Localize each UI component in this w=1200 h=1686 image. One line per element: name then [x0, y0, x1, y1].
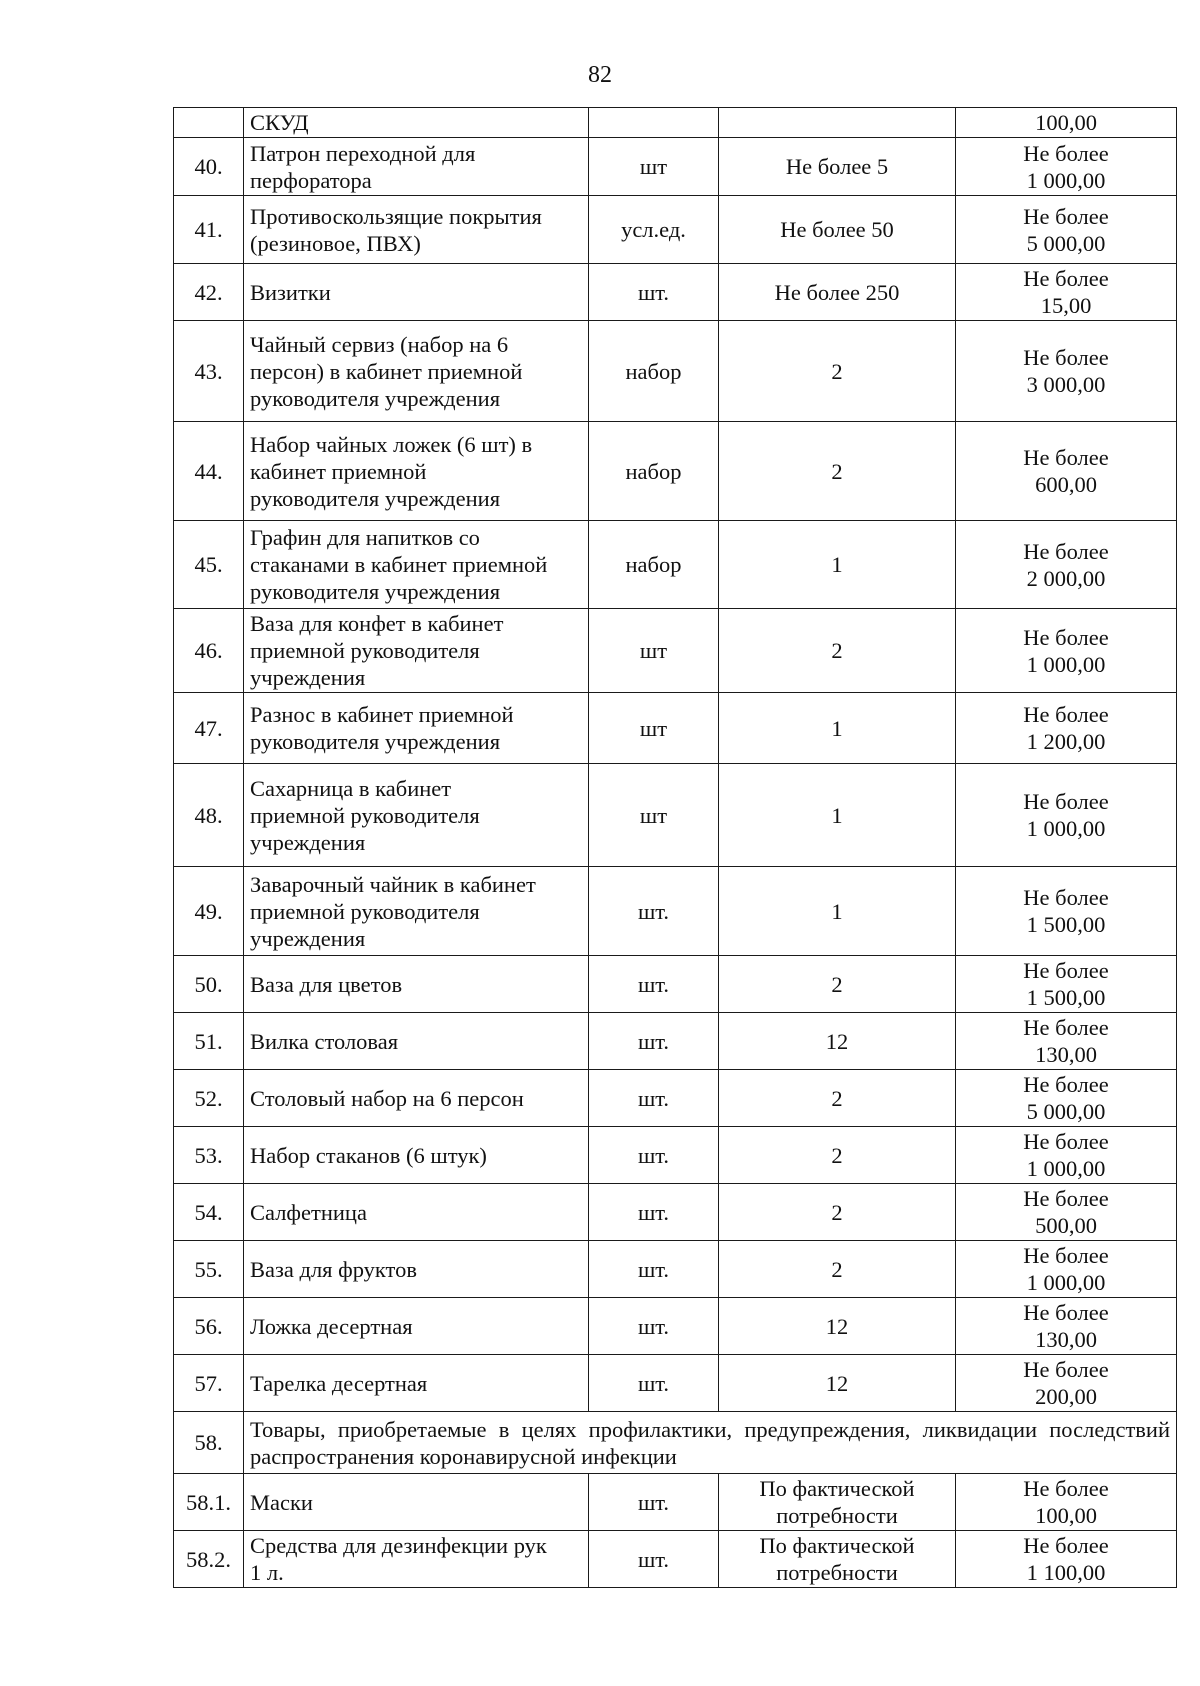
table-row — [174, 609, 1177, 693]
item-unit: шт. — [589, 1355, 719, 1412]
item-unit: набор — [589, 521, 719, 609]
item-name: Ложка десертная — [244, 1298, 589, 1355]
item-name: Графин для напитков со стаканами в кабинет приемной руководителя учреждения — [244, 521, 589, 609]
item-quantity: 1 — [719, 764, 956, 867]
page-number: 82 — [588, 62, 612, 88]
item-quantity — [719, 108, 956, 138]
row-number: 47. — [174, 693, 244, 764]
table-row — [174, 1127, 1177, 1184]
row-number: 57. — [174, 1355, 244, 1412]
row-number: 58.2. — [174, 1531, 244, 1588]
table-row — [174, 693, 1177, 764]
row-number: 55. — [174, 1241, 244, 1298]
row-number: 43. — [174, 321, 244, 422]
item-quantity: 2 — [719, 1070, 956, 1127]
item-price: Не более 1 000,00 — [956, 1127, 1177, 1184]
item-unit: шт — [589, 693, 719, 764]
table-row — [174, 1474, 1177, 1531]
table-row — [174, 1531, 1177, 1588]
item-name: Набор стаканов (6 штук) — [244, 1127, 589, 1184]
item-quantity: Не более 50 — [719, 196, 956, 264]
item-price: Не более 1 100,00 — [956, 1531, 1177, 1588]
item-name: СКУД — [244, 108, 589, 138]
item-unit: шт. — [589, 1531, 719, 1588]
table-row — [174, 764, 1177, 867]
item-name: Ваза для конфет в кабинет приемной руководителя учреждения — [244, 609, 589, 693]
row-number: 49. — [174, 867, 244, 956]
item-name: Столовый набор на 6 персон — [244, 1070, 589, 1127]
table-row — [174, 867, 1177, 956]
item-price: Не более 1 000,00 — [956, 609, 1177, 693]
item-name: Противоскользящие покрытия (резиновое, ПВХ) — [244, 196, 589, 264]
item-quantity: 2 — [719, 1127, 956, 1184]
item-unit: шт — [589, 764, 719, 867]
row-number: 56. — [174, 1298, 244, 1355]
item-price: Не более 100,00 — [956, 1474, 1177, 1531]
item-unit — [589, 108, 719, 138]
item-quantity: 2 — [719, 422, 956, 521]
item-quantity: 12 — [719, 1355, 956, 1412]
item-unit: шт — [589, 609, 719, 693]
item-price: Не более 1 000,00 — [956, 764, 1177, 867]
item-quantity: 2 — [719, 956, 956, 1013]
item-price: Не более 500,00 — [956, 1184, 1177, 1241]
item-quantity: 12 — [719, 1013, 956, 1070]
item-quantity: 2 — [719, 609, 956, 693]
item-quantity: По фактической потребности — [719, 1474, 956, 1531]
item-name: Набор чайных ложек (6 шт) в кабинет приемной руководителя учреждения — [244, 422, 589, 521]
item-price: Не более 1 000,00 — [956, 138, 1177, 196]
row-number: 44. — [174, 422, 244, 521]
row-number: 45. — [174, 521, 244, 609]
items-table — [173, 107, 1177, 1588]
item-quantity: 12 — [719, 1298, 956, 1355]
row-number: 41. — [174, 196, 244, 264]
row-number: 48. — [174, 764, 244, 867]
section-number: 58. — [174, 1412, 244, 1474]
item-quantity: 2 — [719, 1184, 956, 1241]
item-price: Не более 3 000,00 — [956, 321, 1177, 422]
item-price: Не более 200,00 — [956, 1355, 1177, 1412]
item-unit: усл.ед. — [589, 196, 719, 264]
table-row — [174, 264, 1177, 321]
row-number — [174, 108, 244, 138]
item-quantity: 2 — [719, 1241, 956, 1298]
item-quantity: 1 — [719, 693, 956, 764]
item-name: Салфетница — [244, 1184, 589, 1241]
item-unit: шт. — [589, 264, 719, 321]
row-number: 42. — [174, 264, 244, 321]
item-unit: шт. — [589, 867, 719, 956]
item-price: Не более 1 200,00 — [956, 693, 1177, 764]
item-unit: набор — [589, 422, 719, 521]
item-name: Вилка столовая — [244, 1013, 589, 1070]
item-quantity: По фактической потребности — [719, 1531, 956, 1588]
table-row — [174, 956, 1177, 1013]
item-unit: шт. — [589, 956, 719, 1013]
table-row — [174, 1013, 1177, 1070]
item-price: Не более 130,00 — [956, 1013, 1177, 1070]
item-price: Не более 2 000,00 — [956, 521, 1177, 609]
table-row — [174, 196, 1177, 264]
item-unit: шт. — [589, 1298, 719, 1355]
item-quantity: Не более 5 — [719, 138, 956, 196]
item-name: Сахарница в кабинет приемной руководителя учреждения — [244, 764, 589, 867]
table-row — [174, 422, 1177, 521]
item-unit: набор — [589, 321, 719, 422]
section-title: Товары, приобретаемые в целях профилактики, предупреждения, ликвидации последствий распространения коронавирусной инфекции — [244, 1412, 1177, 1474]
item-name: Ваза для цветов — [244, 956, 589, 1013]
table-row — [174, 1070, 1177, 1127]
item-unit: шт. — [589, 1241, 719, 1298]
table-row — [174, 1184, 1177, 1241]
table-row — [174, 321, 1177, 422]
row-number: 52. — [174, 1070, 244, 1127]
table-row — [174, 1355, 1177, 1412]
table-row — [174, 1298, 1177, 1355]
item-unit: шт. — [589, 1184, 719, 1241]
item-quantity: Не более 250 — [719, 264, 956, 321]
item-price: 100,00 — [956, 108, 1177, 138]
item-unit: шт. — [589, 1474, 719, 1531]
table-row — [174, 521, 1177, 609]
item-unit: шт — [589, 138, 719, 196]
item-unit: шт. — [589, 1013, 719, 1070]
row-number: 40. — [174, 138, 244, 196]
row-number: 53. — [174, 1127, 244, 1184]
item-name: Патрон переходной для перфоратора — [244, 138, 589, 196]
item-price: Не более 1 500,00 — [956, 867, 1177, 956]
item-quantity: 2 — [719, 321, 956, 422]
item-price: Не более 5 000,00 — [956, 1070, 1177, 1127]
item-quantity: 1 — [719, 521, 956, 609]
row-number: 58.1. — [174, 1474, 244, 1531]
item-price: Не более 130,00 — [956, 1298, 1177, 1355]
item-unit: шт. — [589, 1127, 719, 1184]
row-number: 46. — [174, 609, 244, 693]
row-number: 50. — [174, 956, 244, 1013]
item-name: Средства для дезинфекции рук 1 л. — [244, 1531, 589, 1588]
item-price: Не более 1 500,00 — [956, 956, 1177, 1013]
table-row — [174, 138, 1177, 196]
section-row — [174, 1412, 1177, 1474]
item-name: Чайный сервиз (набор на 6 персон) в кабинет приемной руководителя учреждения — [244, 321, 589, 422]
item-quantity: 1 — [719, 867, 956, 956]
item-name: Разнос в кабинет приемной руководителя учреждения — [244, 693, 589, 764]
row-number: 54. — [174, 1184, 244, 1241]
item-name: Тарелка десертная — [244, 1355, 589, 1412]
item-name: Ваза для фруктов — [244, 1241, 589, 1298]
item-name: Маски — [244, 1474, 589, 1531]
item-price: Не более 15,00 — [956, 264, 1177, 321]
table-row — [174, 108, 1177, 138]
item-name: Визитки — [244, 264, 589, 321]
table-row — [174, 1241, 1177, 1298]
item-name: Заварочный чайник в кабинет приемной руководителя учреждения — [244, 867, 589, 956]
item-price: Не более 600,00 — [956, 422, 1177, 521]
item-price: Не более 5 000,00 — [956, 196, 1177, 264]
row-number: 51. — [174, 1013, 244, 1070]
item-price: Не более 1 000,00 — [956, 1241, 1177, 1298]
item-unit: шт. — [589, 1070, 719, 1127]
